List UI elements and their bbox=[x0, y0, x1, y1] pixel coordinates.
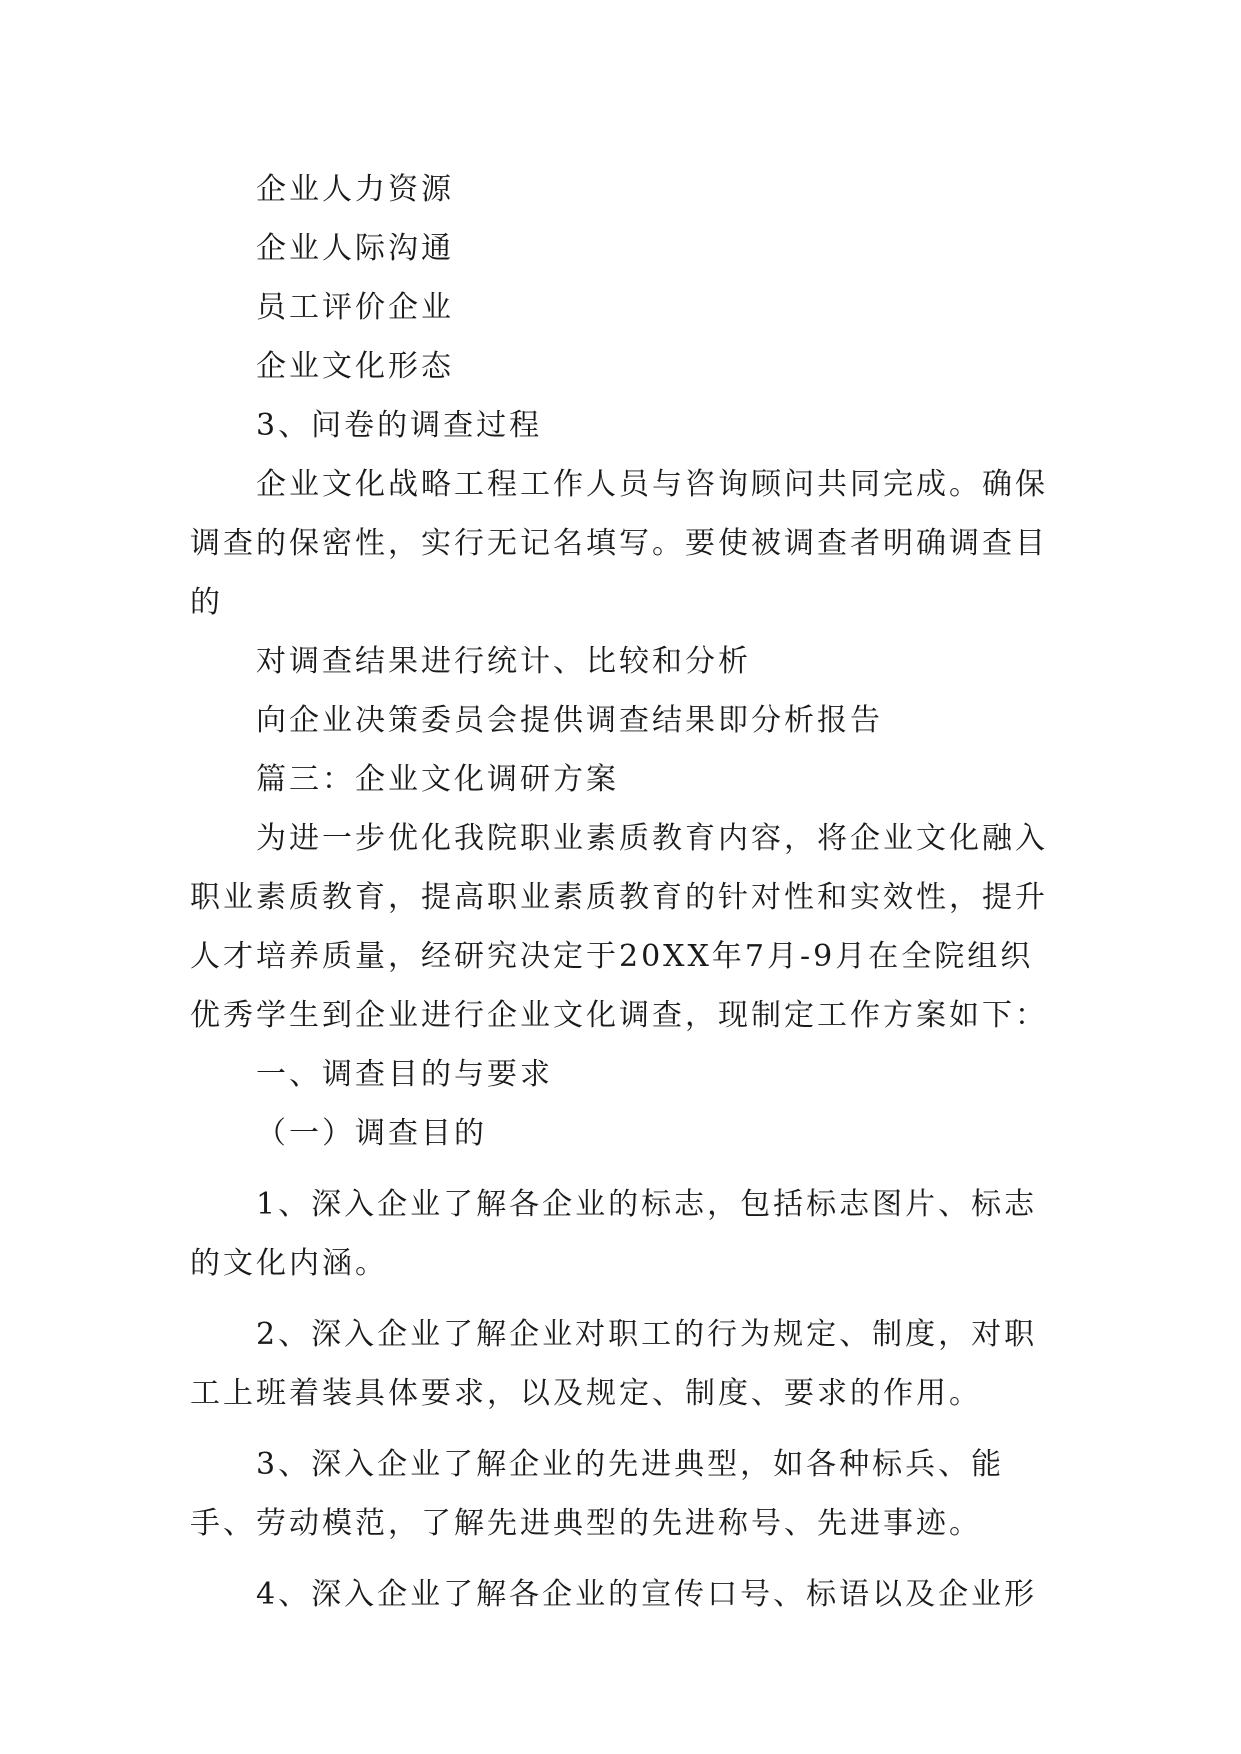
paragraph-survey-process-body: 企业文化战略工程工作人员与咨询顾问共同完成。确保调查的保密性，实行无记名填写。要使被调查者明确调查目的 bbox=[190, 467, 1048, 620]
paragraph-survey-process-heading: 3、问卷的调查过程 bbox=[256, 408, 543, 443]
paragraph-communication: 企业人际沟通 bbox=[256, 231, 454, 266]
section-heading-part-three: 篇三：企业文化调研方案 bbox=[256, 762, 619, 797]
paragraph-employee-evaluation: 员工评价企业 bbox=[256, 290, 454, 325]
paragraph-culture-form: 企业文化形态 bbox=[256, 349, 454, 384]
list-item-4: 4、深入企业了解各企业的宣传口号、标语以及企业形 bbox=[256, 1577, 1038, 1612]
heading-purpose-requirements: 一、调查目的与要求 bbox=[256, 1057, 553, 1092]
paragraph-hr: 企业人力资源 bbox=[256, 172, 454, 207]
paragraph-report: 向企业决策委员会提供调查结果即分析报告 bbox=[256, 703, 883, 738]
list-item-2: 2、深入企业了解企业对职工的行为规定、制度，对职工上班着装具体要求，以及规定、制度、要求的作用。 bbox=[190, 1317, 1038, 1411]
list-item-3: 3、深入企业了解企业的先进典型，如各种标兵、能手、劳动模范，了解先进典型的先进称号、先进事迹。 bbox=[190, 1447, 1005, 1541]
subheading-purpose: （一）调查目的 bbox=[256, 1116, 487, 1151]
paragraph-statistics: 对调查结果进行统计、比较和分析 bbox=[256, 644, 751, 679]
paragraph-intro: 为进一步优化我院职业素质教育内容，将企业文化融入职业素质教育，提高职业素质教育的针对性和实效性，提升人才培养质量，经研究决定于20XX年7月-9月在全院组织优秀学生到企业进行企业文化调查，现制定工作方案如下： bbox=[190, 821, 1048, 1033]
document-body bbox=[190, 160, 1060, 1624]
list-item-1: 1、深入企业了解各企业的标志，包括标志图片、标志的文化内涵。 bbox=[190, 1187, 1038, 1281]
